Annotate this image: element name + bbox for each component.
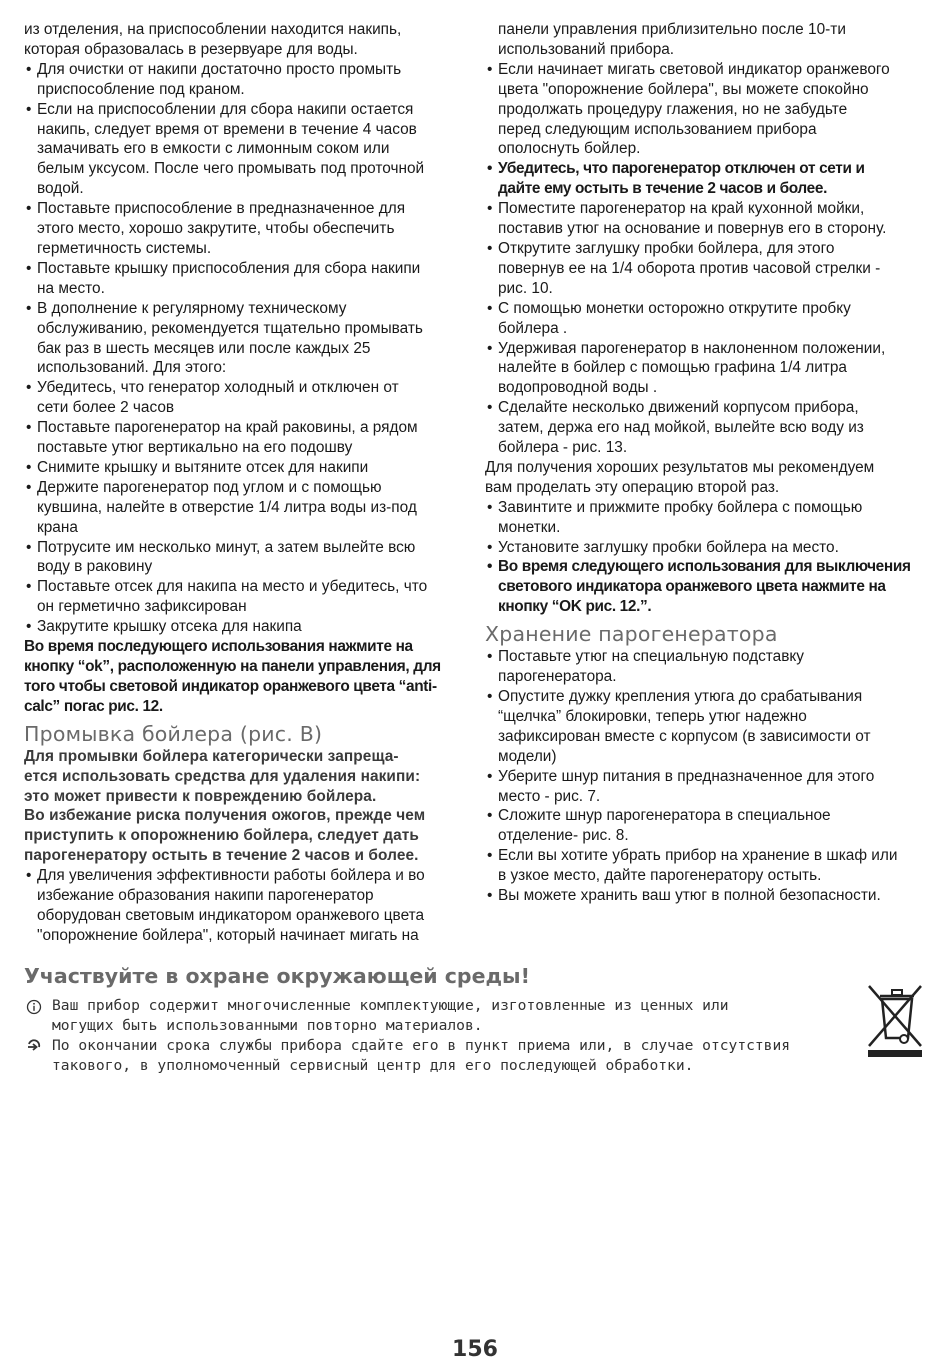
list-item [485, 199, 927, 239]
text-line: могущих быть использованными повторно материалов. [52, 1017, 483, 1034]
text-line: кувшина, налейте в отверстие 1/4 литра воды из-под [37, 498, 417, 516]
text-line: парогенератору остыть в течение 2 часов и более. [24, 847, 419, 865]
list-item [24, 199, 468, 259]
text-line: накипь, следует время от времени в течение 4 часов [37, 120, 417, 138]
text-line: Держите парогенератор под углом и с помощью [37, 478, 382, 496]
text-line: Поставьте парогенератор на край раковины, а рядом [37, 419, 418, 437]
right-column [485, 20, 927, 906]
text-line: Для увеличения эффективности работы бойлера и во [37, 867, 425, 885]
text-line: парогенератора. [498, 668, 617, 686]
text-line: затем, держа его над мойкой, вылейте всю воду из [498, 419, 864, 437]
text-line: calc” погас рис. 12. [24, 697, 163, 715]
text-line: Сделайте несколько движений корпусом прибора, [498, 399, 859, 417]
text-line: дайте ему остыть в течение 2 часов и более. [498, 180, 827, 198]
text-line: водой. [37, 180, 84, 198]
list-item [485, 538, 927, 558]
text-line: оборудован световым индикатором оранжевого цвета [37, 906, 425, 924]
text-line: Вы можете хранить ваш утюг в полной безопасности. [498, 887, 881, 905]
text-line: такового, в уполномоченный сервисный центр для его последующей обработки. [52, 1057, 694, 1074]
text-line: ополоснуть бойлер. [498, 140, 641, 158]
text-line: которая образовалась в резервуаре для воды. [24, 40, 358, 58]
list-item [24, 478, 468, 538]
environment-heading: Участвуйте в охране окружающей среды! [24, 964, 530, 988]
text-line: Снимите крышку и вытяните отсек для накипи [37, 458, 369, 476]
text-line: Для получения хороших результатов мы рекомендуем [485, 458, 875, 476]
text-line: Если начинает мигать световой индикатор оранжевого [498, 60, 890, 78]
text-line: приступить к опорожнению бойлера, следует дать [24, 827, 419, 845]
bold-note [24, 637, 468, 717]
list-item [24, 378, 468, 418]
text-line: Убедитесь, что генератор холодный и отключен от [37, 379, 399, 397]
text-line: Поставьте приспособление в предназначенное для [37, 200, 406, 218]
text-line: замачивать его в емкости с лимонным соком или [37, 140, 390, 158]
text-line: перед следующим использованием прибора [498, 120, 817, 138]
text-line: "опорожнение бойлера", который начинает мигать на [37, 926, 419, 944]
list-item [24, 577, 468, 617]
list-item-bold [485, 159, 927, 199]
environment-section [24, 962, 924, 1076]
text-line: Если вы хотите убрать прибор на хранение в шкаф или [498, 847, 898, 865]
list-item [24, 60, 468, 100]
text-line: налейте в бойлер с помощью графина 1/4 литра [498, 359, 847, 377]
text-line: Поместите парогенератор на край кухонной мойки, [498, 200, 865, 218]
text-line: Убедитесь, что парогенератор отключен от сети и [498, 160, 865, 178]
text-line: модели) [498, 747, 557, 765]
text-line: в узкое место, дайте парогенератору остыть. [498, 867, 822, 885]
list-item [485, 687, 927, 767]
text-line: воду в раковину [37, 558, 153, 576]
text-line: крана [37, 518, 78, 536]
text-line: Ваш прибор содержит многочисленные комплектующие, изготовленные из ценных или [52, 997, 729, 1014]
text-line: приспособление под краном. [37, 80, 245, 98]
text-line: панели управления приблизительно после 10-ти [498, 21, 846, 38]
text-line: Поставьте крышку приспособления для сбора накипи [37, 259, 421, 277]
text-line: Во время последующего использования нажмите на [24, 638, 413, 656]
text-line: Поставьте утюг на специальную подставку [498, 648, 804, 666]
text-line: сети более 2 часов [37, 399, 175, 417]
text-line: на место. [37, 279, 105, 297]
list-item [485, 60, 927, 160]
text-line: кнопку “OK рис. 12.”. [498, 598, 652, 616]
text-line: избежание образования накипи парогенератор [37, 887, 374, 905]
text-line: С помощью монетки осторожно открутите пробку [498, 299, 851, 317]
list-item [485, 498, 927, 538]
text-line: отделение- рис. 8. [498, 827, 629, 845]
continued-paragraph [485, 20, 927, 60]
arrow-right-icon [24, 1036, 44, 1061]
text-line: бойлера - рис. 13. [498, 439, 628, 457]
text-line: это может привести к повреждению бойлера. [24, 787, 377, 805]
text-line: бак раз в шесть месяцев или после каждых 25 [37, 339, 371, 357]
text-line: Поставьте отсек для накипа на место и убедитесь, что [37, 578, 428, 596]
text-line: использований прибора. [498, 40, 675, 58]
text-line: герметичность системы. [37, 239, 212, 257]
list-item [485, 886, 927, 906]
text-line: Сложите шнур парогенератора в специальное [498, 807, 831, 825]
section-heading-boiler: Промывка бойлера (рис. B) [24, 721, 323, 746]
text-line: из отделения, на приспособлении находится накипь, [24, 21, 402, 38]
text-line: “щелчка” блокировки, теперь утюг надежно [498, 707, 807, 725]
text-line: белым уксусом. После чего промывать под проточной [37, 160, 425, 178]
text-line: продолжать процедуру глажения, но не забудьте [498, 100, 848, 118]
text-line: повернув ее на 1/4 оборота против часовой стрелки - [498, 259, 881, 277]
list-item [485, 398, 927, 458]
text-line: Установите заглушку пробки бойлера на место. [498, 538, 839, 556]
text-line: Для очистки от накипи достаточно просто промыть [37, 60, 402, 78]
list-item-bold [485, 557, 927, 617]
text-line: цвета "опорожнение бойлера", вы можете спокойно [498, 80, 869, 98]
text-line: бойлера . [498, 319, 568, 337]
list-item [24, 866, 468, 946]
text-line: В дополнение к регулярному техническому [37, 299, 347, 317]
list-item [485, 339, 927, 399]
text-line: кнопку “ok”, расположенную на панели управления, для [24, 658, 441, 675]
warning-chemicals [24, 747, 468, 807]
text-line: рис. 10. [498, 279, 553, 297]
environment-info-row [24, 996, 924, 1036]
text-line: Удерживая парогенератор в наклоненном положении, [498, 339, 886, 357]
text-line: зафиксирован вместе с корпусом (в зависимости от [498, 727, 871, 745]
list-item [485, 299, 927, 339]
list-item [24, 458, 468, 478]
text-line: Для промывки бойлера категорически запреща- [24, 747, 399, 765]
text-line: Открутите заглушку пробки бойлера, для этого [498, 239, 835, 257]
environment-info-text [52, 997, 729, 1034]
list-item [485, 806, 927, 846]
recommendation-paragraph [485, 458, 927, 498]
list-item [485, 239, 927, 299]
text-line: Опустите дужку крепления утюга до срабатывания [498, 688, 863, 705]
environment-disposal-row [24, 1036, 924, 1076]
text-line: ется использовать средства для удаления накипи: [24, 767, 421, 785]
list-item [24, 538, 468, 578]
text-line: Во избежание риска получения ожогов, прежде чем [24, 807, 426, 825]
list-item [24, 299, 468, 379]
list-item [485, 647, 927, 687]
text-line: Потрусите им несколько минут, а затем вылейте всю [37, 538, 416, 556]
list-item [24, 418, 468, 458]
text-line: Уберите шнур питания в предназначенное для этого [498, 767, 875, 785]
environment-disposal-text [52, 1037, 790, 1074]
text-line: поставив утюг на основание и повернув его в сторону. [498, 220, 887, 238]
list-item [24, 100, 468, 200]
info-circle-icon [24, 996, 44, 1021]
text-line: светового индикатора оранжевого цвета нажмите на [498, 578, 886, 596]
text-line: водопроводной воды . [498, 379, 658, 397]
text-line: поставьте утюг вертикально на его подошву [37, 439, 353, 457]
intro-paragraph [24, 20, 468, 60]
text-line: использований. Для этого: [37, 359, 227, 377]
text-line: этого место, хорошо закрутите, чтобы обеспечить [37, 220, 395, 238]
crossed-out-bin-icon [866, 982, 924, 1060]
text-line: того чтобы световой индикатор оранжевого цвета “anti- [24, 677, 437, 695]
text-line: Закрутите крышку отсека для накипа [37, 618, 302, 636]
text-line: обслуживанию, рекомендуется тщательно промывать [37, 319, 423, 337]
text-line: По окончании срока службы прибора сдайте его в пункт приема или, в случае отсутствия [52, 1037, 791, 1054]
list-item [485, 767, 927, 807]
text-line: место - рис. 7. [498, 787, 601, 805]
text-line: Завинтите и прижмите пробку бойлера с помощью [498, 498, 863, 516]
text-line: Если на приспособлении для сбора накипи остается [37, 100, 414, 118]
left-column [24, 20, 468, 946]
text-line: он герметично зафиксирован [37, 598, 247, 616]
warning-burns [24, 806, 468, 866]
list-item [24, 617, 468, 637]
page-number: 156 [452, 1337, 498, 1362]
list-item [24, 259, 468, 299]
section-heading-storage: Хранение парогенератора [485, 622, 778, 647]
text-line: Во время следующего использования для выключения [498, 558, 911, 576]
list-item [485, 846, 927, 886]
text-line: монетки. [498, 518, 561, 536]
text-line: вам проделать эту операцию второй раз. [485, 478, 780, 496]
